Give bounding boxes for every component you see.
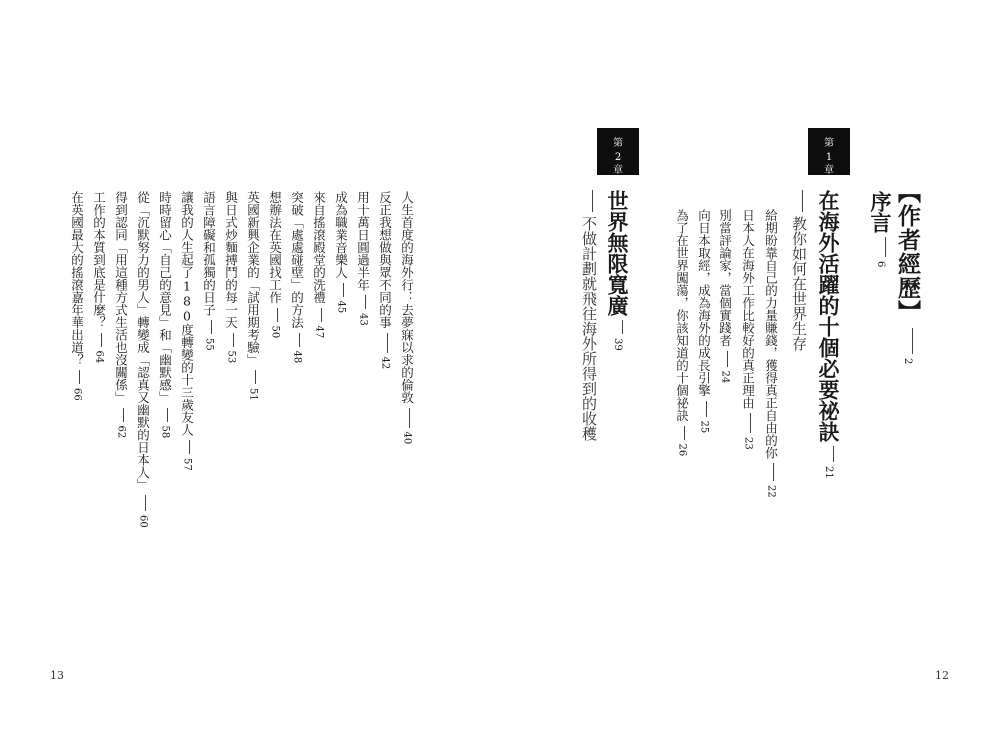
page-number: 42 bbox=[379, 356, 391, 370]
subtitle-text: 不做計劃就飛往海外所得到的收穫 bbox=[580, 216, 598, 441]
entry-text: 在英國最大的搖滾嘉年華出道？ bbox=[69, 191, 85, 366]
leader-line bbox=[885, 237, 886, 257]
toc-entry[interactable] bbox=[312, 191, 325, 338]
toc-chapter1-title[interactable] bbox=[818, 190, 839, 479]
toc-entry[interactable] bbox=[224, 191, 237, 363]
page-number: 57 bbox=[181, 458, 193, 471]
leader-line bbox=[211, 320, 212, 334]
page-number: 48 bbox=[291, 350, 303, 364]
leader-line bbox=[773, 463, 774, 481]
leader-line bbox=[706, 401, 707, 417]
entry-text: 工作的本質到底是什麼？ bbox=[91, 191, 107, 329]
toc-entry[interactable] bbox=[697, 209, 710, 433]
toc-entry[interactable] bbox=[378, 191, 391, 369]
page-number: 62 bbox=[115, 425, 127, 439]
entry-text: 來自搖滾殿堂的洗禮 bbox=[311, 191, 327, 304]
entry-text: 得到認同「用這種方式生活也沒關係」 bbox=[113, 191, 129, 404]
toc-entry[interactable] bbox=[741, 209, 754, 450]
page-number: 58 bbox=[159, 425, 171, 439]
entry-text: 別當評論家，當個實踐者 bbox=[717, 209, 733, 347]
entry-text: 想辦法在英國找工作 bbox=[267, 191, 283, 304]
page-number: 21 bbox=[823, 466, 834, 479]
leader-line bbox=[750, 413, 751, 433]
chapter-number: 1 bbox=[825, 151, 833, 163]
leader-line bbox=[387, 333, 388, 353]
chapter2-subtitle bbox=[581, 190, 596, 441]
page-number: 66 bbox=[71, 388, 83, 401]
leader-line bbox=[365, 295, 366, 309]
leader-line bbox=[277, 308, 278, 322]
page-number: 6 bbox=[875, 261, 886, 268]
page-number: 25 bbox=[698, 420, 710, 434]
entry-text: 英國新興企業的「試用期考驗」 bbox=[245, 191, 261, 366]
leader-line bbox=[912, 328, 913, 354]
toc-entry[interactable] bbox=[114, 191, 127, 438]
page-number: 64 bbox=[93, 350, 105, 364]
entry-text: 給期盼靠自己的力量賺錢，獲得真正自由的你 bbox=[763, 209, 779, 459]
toc-entry[interactable] bbox=[764, 209, 777, 498]
leader-line bbox=[802, 190, 803, 212]
page-folio: 13 bbox=[50, 669, 64, 682]
leader-line bbox=[167, 408, 168, 422]
leader-line bbox=[233, 333, 234, 347]
toc-entry[interactable] bbox=[356, 191, 369, 326]
page-number: 39 bbox=[612, 338, 623, 351]
entry-text: 用十萬日圓過半年 bbox=[355, 191, 371, 291]
toc-entry[interactable] bbox=[246, 191, 259, 401]
toc-entry[interactable] bbox=[92, 191, 105, 363]
entry-text: 從「沉默努力的男人」轉變成「認真又幽默的日本人」 bbox=[135, 191, 151, 491]
chapter-label: 第 bbox=[613, 138, 623, 149]
leader-line bbox=[145, 495, 146, 511]
entry-text: 向日本取經，成為海外的成長引擎 bbox=[696, 209, 712, 397]
entry-text: 日本人在海外工作比較好的真正理由 bbox=[740, 209, 756, 409]
chapter-label: 第 bbox=[824, 138, 834, 149]
leader-line bbox=[299, 333, 300, 347]
toc-entry[interactable] bbox=[290, 191, 303, 363]
entry-text: 與日式炒麵搏鬥的每一天 bbox=[223, 191, 239, 329]
toc-author-bio[interactable] bbox=[896, 180, 919, 365]
entry-text: 突破「處處碰壁」的方法 bbox=[289, 191, 305, 329]
toc-entry[interactable] bbox=[400, 191, 413, 444]
entry-text: 成為職業音樂人 bbox=[333, 191, 349, 279]
chapter2-badge bbox=[597, 128, 639, 175]
leader-line bbox=[833, 446, 834, 462]
leader-line bbox=[409, 408, 410, 428]
page-number: 43 bbox=[357, 313, 369, 326]
page-number: 47 bbox=[313, 325, 325, 339]
leader-line bbox=[79, 370, 80, 384]
toc-entry[interactable] bbox=[70, 191, 83, 401]
page-number: 45 bbox=[335, 300, 347, 314]
leader-line bbox=[255, 370, 256, 384]
page-number: 24 bbox=[719, 370, 731, 384]
page-number: 55 bbox=[203, 338, 215, 351]
toc-entry[interactable] bbox=[334, 191, 347, 313]
page-number: 40 bbox=[401, 431, 413, 445]
subtitle-text: 教你如何在世界生存 bbox=[790, 216, 808, 351]
toc-entry[interactable] bbox=[136, 191, 149, 528]
page-number: 26 bbox=[676, 443, 688, 457]
chapter-number: 2 bbox=[614, 151, 622, 163]
preface-title: 序言 bbox=[868, 191, 893, 233]
leader-line bbox=[123, 408, 124, 422]
entry-text: 時時留心「自己的意見」和「幽默感」 bbox=[157, 191, 173, 404]
toc-preface[interactable] bbox=[870, 191, 891, 267]
entry-text: 反正我想做與眾不同的事 bbox=[377, 191, 393, 329]
page-number: 51 bbox=[247, 388, 259, 401]
leader-line bbox=[727, 351, 728, 367]
entry-text: 為了在世界闖蕩，你該知道的十個祕訣 bbox=[674, 209, 690, 422]
page-number: 53 bbox=[225, 350, 237, 364]
chapter1-badge bbox=[808, 128, 850, 175]
toc-entry[interactable] bbox=[180, 191, 193, 471]
entry-text: 語言障礙和孤獨的日子 bbox=[201, 191, 217, 316]
leader-line bbox=[321, 308, 322, 322]
leader-line bbox=[189, 440, 190, 454]
toc-entry[interactable] bbox=[158, 191, 171, 438]
author-bio-title: 【作者經歷】 bbox=[894, 180, 921, 324]
leader-line bbox=[684, 426, 685, 440]
page-number: 60 bbox=[137, 515, 149, 528]
toc-entry[interactable] bbox=[675, 209, 688, 456]
chapter-label: 章 bbox=[613, 165, 623, 176]
leader-line bbox=[101, 333, 102, 347]
page-folio: 12 bbox=[935, 669, 949, 682]
chapter1-subtitle bbox=[791, 190, 806, 351]
toc-entry[interactable] bbox=[202, 191, 215, 351]
chapter2-title: 世界無限寬廣 bbox=[605, 190, 630, 316]
chapter-label: 章 bbox=[824, 165, 834, 176]
leader-line bbox=[592, 190, 593, 212]
page-number: 22 bbox=[765, 485, 777, 498]
leader-line bbox=[343, 283, 344, 297]
page-number: 2 bbox=[902, 358, 913, 366]
entry-text: 讓我的人生起了180度轉變的十三歲友人 bbox=[179, 191, 195, 436]
toc-entry[interactable] bbox=[718, 209, 731, 383]
toc-entry[interactable] bbox=[268, 191, 281, 338]
toc-chapter2-title[interactable] bbox=[607, 190, 628, 351]
page-number: 50 bbox=[269, 325, 281, 339]
leader-line bbox=[622, 320, 623, 334]
entry-text: 人生首度的海外行：去夢寐以求的倫敦 bbox=[399, 191, 415, 404]
chapter1-title: 在海外活躍的十個必要祕訣 bbox=[816, 190, 841, 442]
page-number: 23 bbox=[742, 437, 754, 450]
